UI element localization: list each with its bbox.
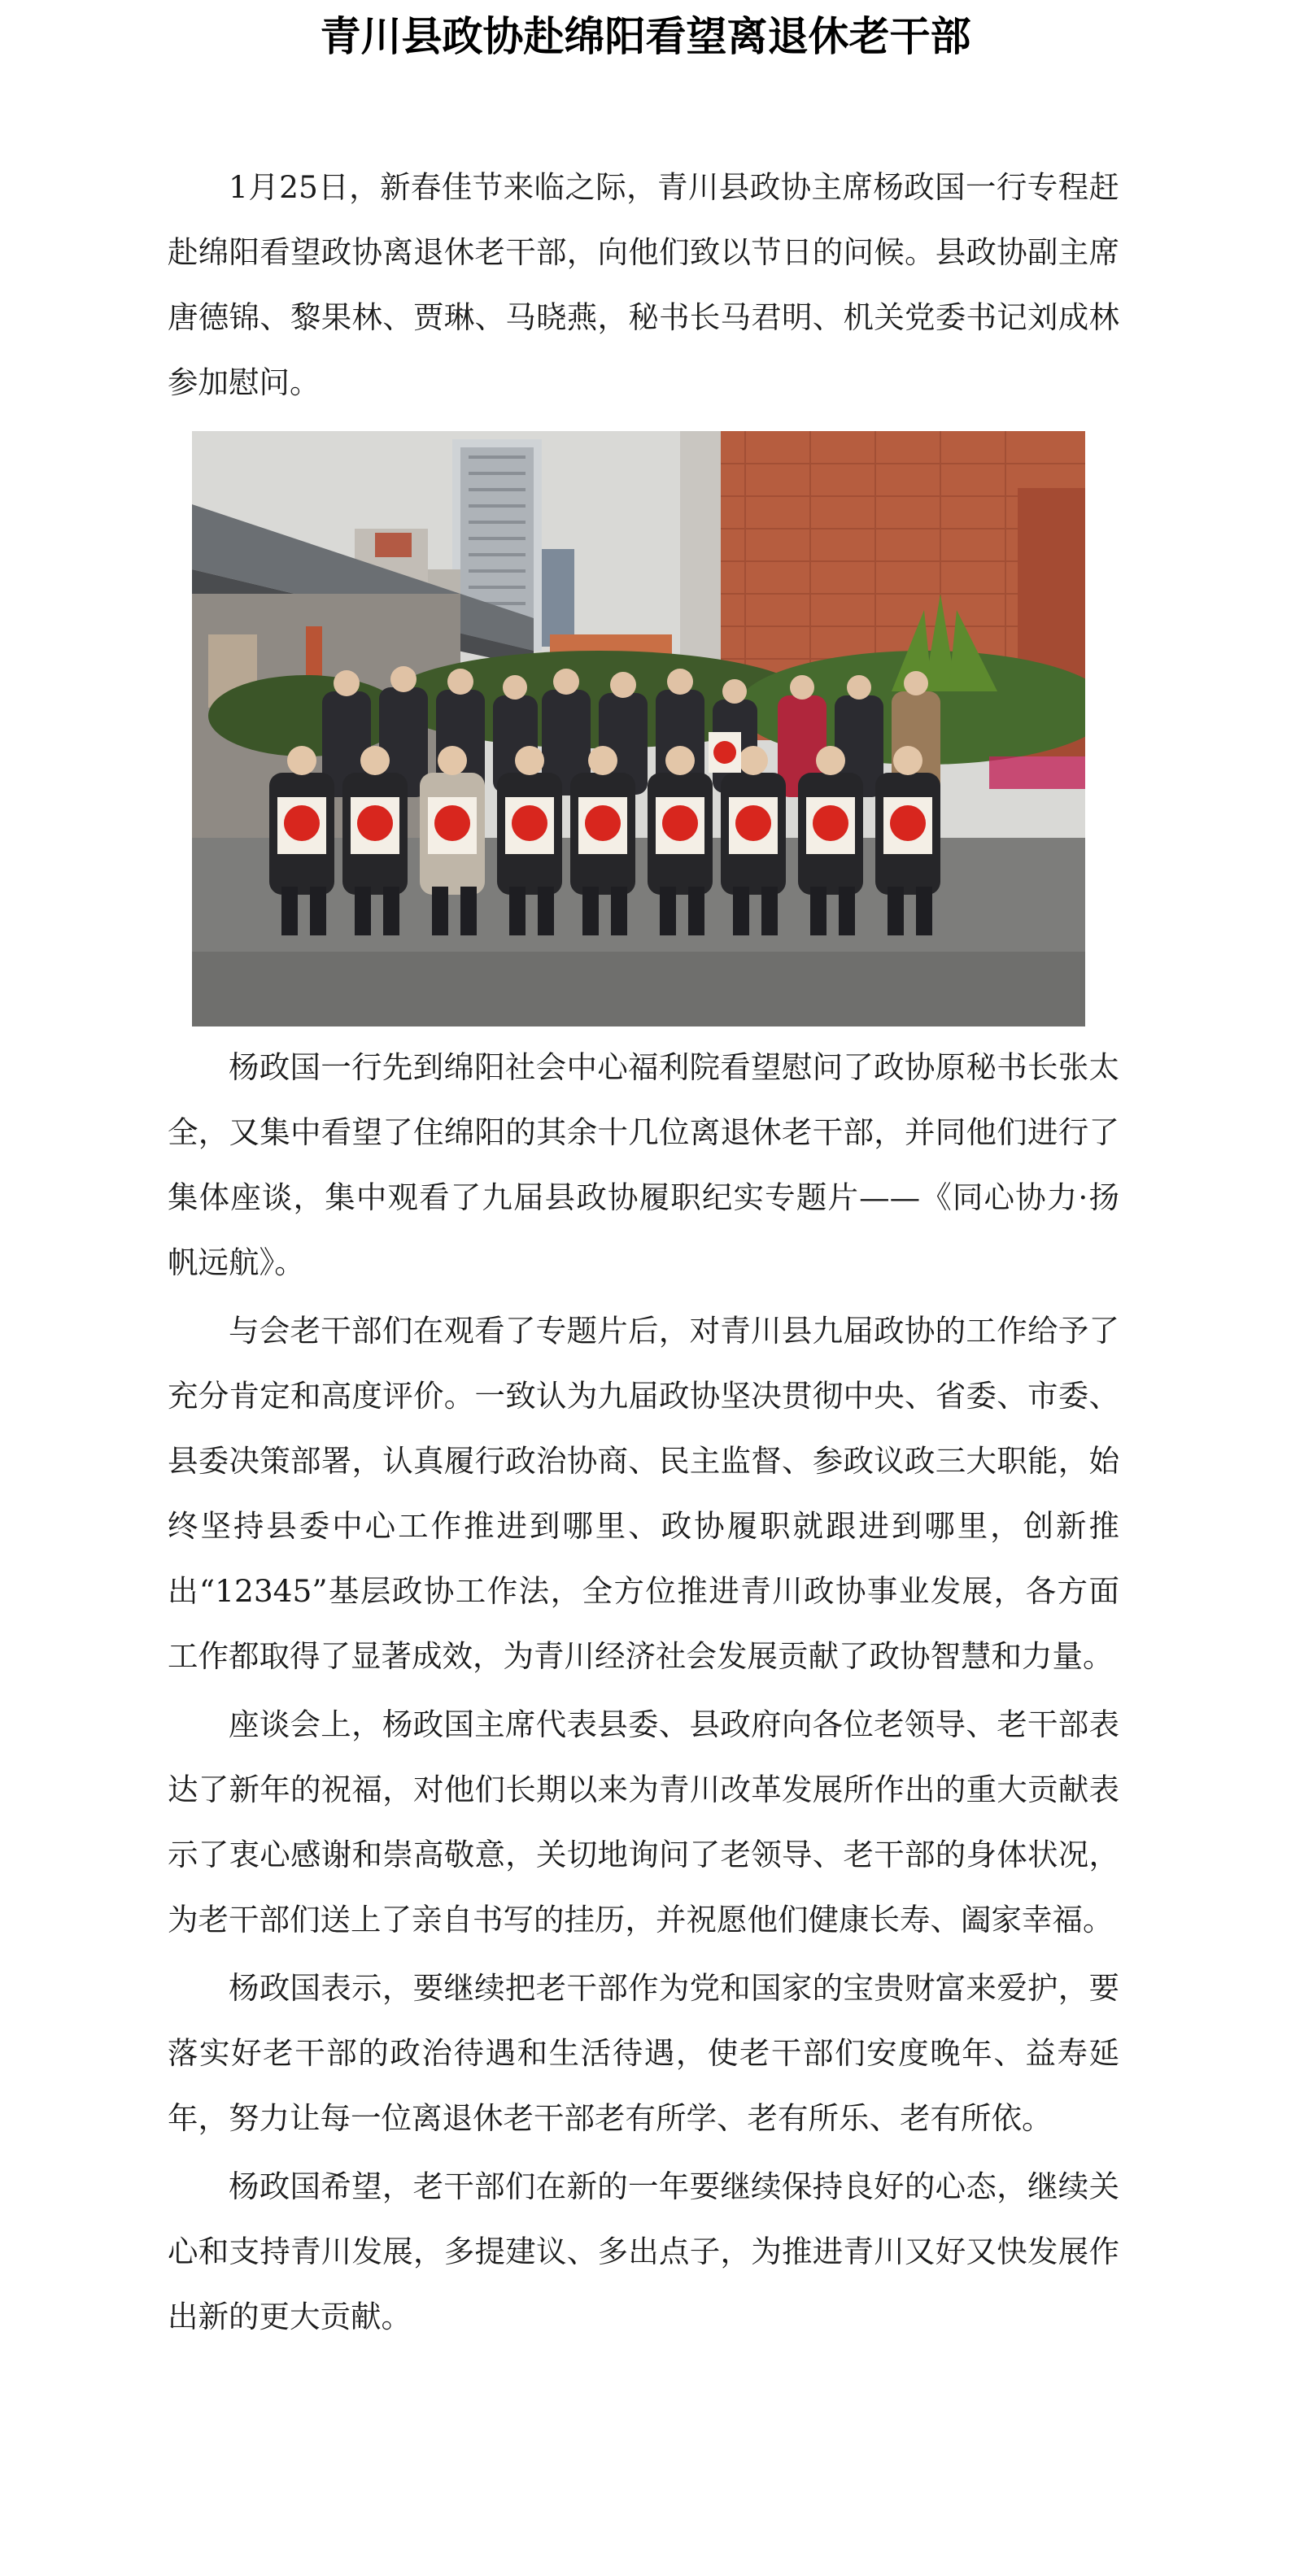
- paragraph-evaluation: 与会老干部们在观看了专题片后，对青川县九届政协的工作给予了充分肯定和高度评价。一致认为九届政协坚决贯彻中央、省委、市委、县委决策部署，认真履行政治协商、民主监督、参政议政三大职能，始终坚持县委中心工作推进到哪里、政协履职就跟进到哪里，创新推出“12345”基层政协工作法，全方位推进青川政协事业发展，各方面工作都取得了显著成效，为青川经济社会发展贡献了政协智慧和力量。: [168, 1313, 1119, 1674]
- paragraph-visit: 杨政国一行先到绵阳社会中心福利院看望慰问了政协原秘书长张太全，又集中看望了住绵阳的其余十几位离退休老干部，并同他们进行了集体座谈，集中观看了九届县政协履职纪实专题片——《同心协力·扬帆远航》。: [168, 1049, 1119, 1280]
- article-title: 青川县政协赴绵阳看望离退休老干部: [320, 12, 971, 60]
- paragraph-hope: 杨政国希望，老干部们在新的一年要继续保持良好的心态，继续关心和支持青川发展，多提建议、多出点子，为推进青川又好又快发展作出新的更大贡献。: [168, 2168, 1119, 2334]
- paragraph-symposium: 座谈会上，杨政国主席代表县委、县政府向各位老领导、老干部表达了新年的祝福，对他们长期以来为青川改革发展所作出的重大贡献表示了衷心感谢和崇高敬意，关切地询问了老领导、老干部的身体状况，为老干部们送上了亲自书写的挂历，并祝愿他们健康长寿、阖家幸福。: [168, 1706, 1119, 1937]
- paragraph-statement: 杨政国表示，要继续把老干部作为党和国家的宝贵财富来爱护，要落实好老干部的政治待遇和生活待遇，使老干部们安度晚年、益寿延年，努力让每一位离退休老干部老有所学、老有所乐、老有所依。: [168, 1970, 1119, 2136]
- paragraph-intro: 1月25日，新春佳节来临之际，青川县政协主席杨政国一行专程赶赴绵阳看望政协离退休老干部，向他们致以节日的问候。县政协副主席唐德锦、黎果林、贾琳、马晓燕，秘书长马君明、机关党委书记刘成林参加慰问。: [168, 169, 1119, 400]
- article-body: [168, 155, 1119, 2349]
- group-photo: [192, 431, 1085, 1026]
